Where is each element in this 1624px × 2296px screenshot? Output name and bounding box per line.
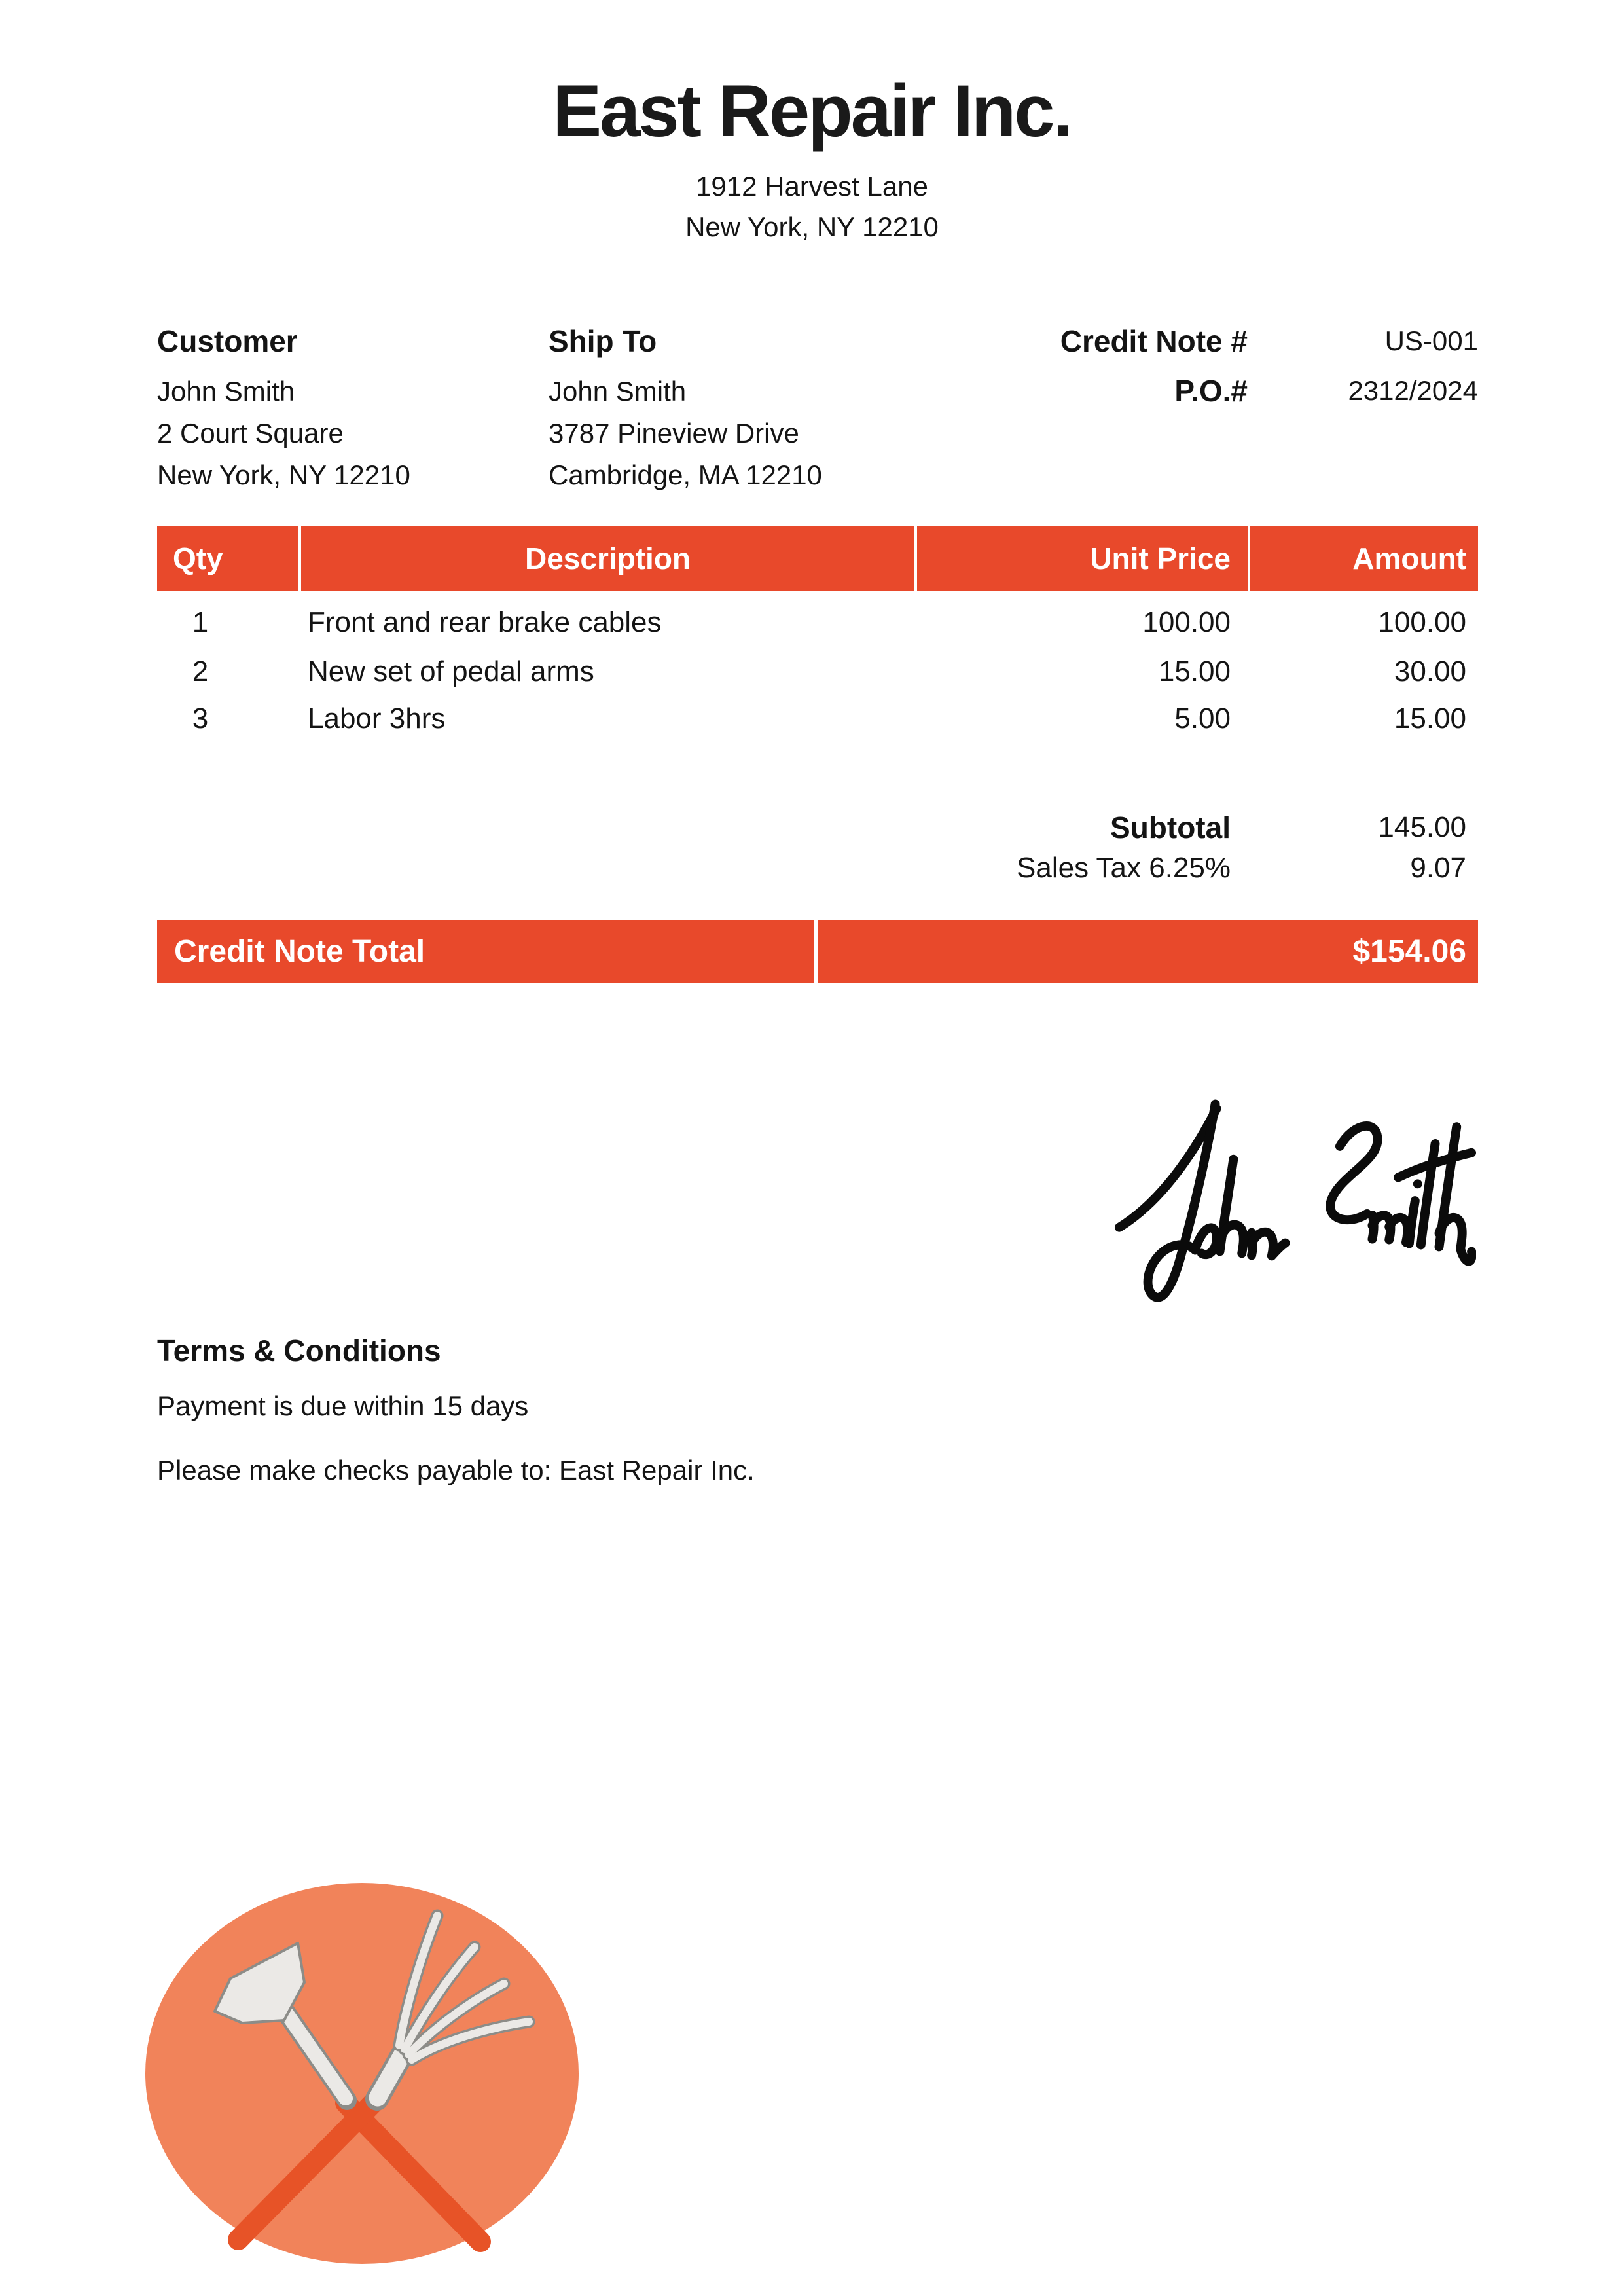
credit-note-total-value: $154.06 bbox=[818, 920, 1478, 983]
document-header bbox=[0, 65, 1624, 247]
credit-note-number-label: Credit Note # bbox=[1060, 324, 1248, 358]
sales-tax-row bbox=[157, 849, 1478, 887]
row-description: Labor 3hrs bbox=[308, 702, 446, 735]
company-name: East Repair Inc. bbox=[552, 70, 1072, 152]
terms-section bbox=[157, 1332, 1074, 1516]
handwritten-signature-image bbox=[1113, 1080, 1476, 1339]
sales-tax-value: 9.07 bbox=[1410, 852, 1466, 884]
company-address-line2: New York, NY 12210 bbox=[685, 211, 939, 242]
subtotal-row bbox=[157, 809, 1478, 847]
customer-heading: Customer bbox=[157, 324, 298, 358]
row-description: New set of pedal arms bbox=[308, 655, 594, 687]
crossed-garden-tools-icon bbox=[145, 1883, 579, 2264]
row-qty: 1 bbox=[192, 606, 209, 638]
sales-tax-label: Sales Tax 6.25% bbox=[1017, 852, 1231, 884]
ship-to-name: John Smith bbox=[549, 376, 687, 407]
terms-line-checks: Please make checks payable to: East Repair Inc. bbox=[157, 1455, 755, 1485]
subtotal-value: 145.00 bbox=[1378, 811, 1466, 843]
subtotal-label: Subtotal bbox=[1110, 811, 1231, 845]
credit-note-total-label: Credit Note Total bbox=[157, 920, 814, 983]
table-row bbox=[157, 700, 1478, 738]
row-unit-price: 5.00 bbox=[1174, 702, 1231, 735]
company-address-line1: 1912 Harvest Lane bbox=[696, 171, 928, 202]
row-amount: 30.00 bbox=[1394, 655, 1466, 687]
document-meta bbox=[1060, 322, 1478, 410]
header-amount: Amount bbox=[1250, 526, 1478, 591]
company-address bbox=[0, 166, 1624, 247]
ship-to-block bbox=[549, 322, 967, 496]
row-amount: 15.00 bbox=[1394, 702, 1466, 735]
table-row bbox=[157, 653, 1478, 691]
ship-to-city: Cambridge, MA 12210 bbox=[549, 460, 822, 490]
credit-note-number-value: US-001 bbox=[1384, 325, 1478, 356]
terms-heading: Terms & Conditions bbox=[157, 1334, 441, 1368]
table-row bbox=[157, 604, 1478, 642]
row-unit-price: 100.00 bbox=[1142, 606, 1231, 638]
row-amount: 100.00 bbox=[1378, 606, 1466, 638]
customer-name: John Smith bbox=[157, 376, 295, 407]
items-table-header bbox=[157, 526, 1478, 591]
header-unit-price: Unit Price bbox=[917, 526, 1248, 591]
terms-line-payment: Payment is due within 15 days bbox=[157, 1391, 529, 1421]
row-description: Front and rear brake cables bbox=[308, 606, 662, 638]
header-description: Description bbox=[301, 526, 914, 591]
parties-section bbox=[157, 322, 1478, 519]
ship-to-street: 3787 Pineview Drive bbox=[549, 418, 799, 448]
header-qty: Qty bbox=[157, 526, 298, 591]
customer-street: 2 Court Square bbox=[157, 418, 344, 448]
po-number-label: P.O.# bbox=[1174, 374, 1248, 408]
po-number-value: 2312/2024 bbox=[1348, 375, 1478, 406]
row-unit-price: 15.00 bbox=[1158, 655, 1231, 687]
customer-city: New York, NY 12210 bbox=[157, 460, 410, 490]
credit-note-total-bar bbox=[157, 920, 1478, 983]
row-qty: 2 bbox=[192, 655, 209, 687]
customer-block bbox=[157, 322, 524, 496]
ship-to-heading: Ship To bbox=[549, 324, 657, 358]
row-qty: 3 bbox=[192, 702, 209, 735]
